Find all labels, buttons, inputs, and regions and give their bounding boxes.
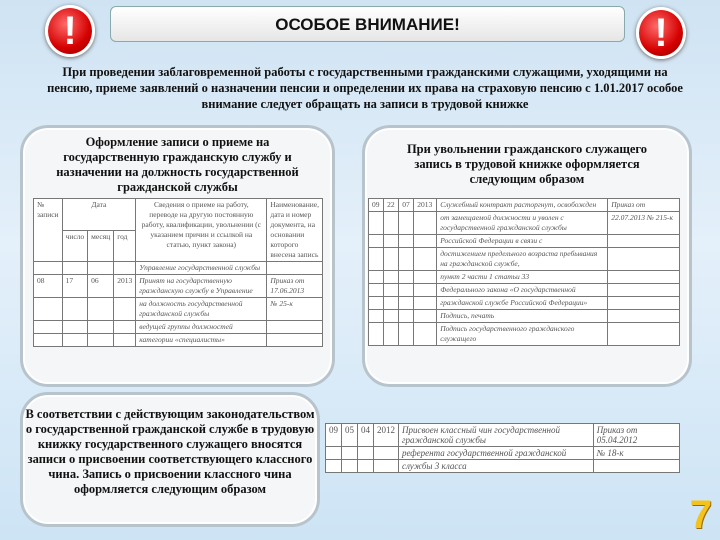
table-cell [62, 298, 88, 321]
table-cell: 07 [399, 199, 414, 212]
table-cell [62, 334, 88, 347]
table-cell [608, 323, 680, 346]
table-cell [414, 310, 437, 323]
table-cell: Подпись, печать [437, 310, 608, 323]
table-cell [326, 447, 342, 460]
table-cell [267, 262, 323, 275]
table-row [369, 310, 680, 323]
table-cell: № 25-к [267, 298, 323, 321]
table-cell [414, 248, 437, 271]
table-cell [369, 284, 384, 297]
table-cell [114, 321, 136, 334]
col-day: число [62, 230, 88, 262]
table-cell [414, 235, 437, 248]
table-cell [593, 460, 679, 473]
table-cell [384, 271, 399, 284]
table-cell [384, 323, 399, 346]
right-panel-heading: При увольнении гражданского служащего запись в трудовой книжке оформляется следующим образом [406, 142, 648, 186]
table-cell [62, 262, 88, 275]
table-cell [88, 321, 114, 334]
table-cell [369, 297, 384, 310]
table-cell: Федерального закона «О государственной [437, 284, 608, 297]
table-cell: Приказ от [608, 199, 680, 212]
col-month: месяц [88, 230, 114, 262]
table-cell: пункт 2 части 1 статьи 33 [437, 271, 608, 284]
table-row [369, 199, 680, 212]
table-cell: ведущей группы должностей [136, 321, 267, 334]
table-cell: Принят на государственную гражданскую службу в Управление [136, 275, 267, 298]
col-doc: Наименование, дата и номер документа, на основании которого внесена запись [267, 199, 323, 262]
intro-text: При проведении заблаговременной работы с государственными гражданскими служащими, уходящими на пенсию, приеме заявлений о назначении пенсии и определении их права на страховую пенсию с 1.01.2017 особое внимание следует обращать на записи в трудовой книжке [47, 65, 683, 111]
table-cell [608, 284, 680, 297]
table-row [369, 248, 680, 271]
table-cell [267, 321, 323, 334]
table-cell [358, 460, 374, 473]
page-number: 7 [689, 493, 712, 537]
table-cell [608, 271, 680, 284]
table-cell: 05 [342, 424, 358, 447]
table-cell [34, 334, 63, 347]
table-row [34, 321, 323, 334]
table-cell: на должность государственной гражданской службы [136, 298, 267, 321]
table-row [326, 447, 680, 460]
table-cell [369, 248, 384, 271]
table-cell: службы 3 класса [399, 460, 594, 473]
bottom-panel-text: В соответствии с действующим законодательством о государственной гражданской службе в трудовую книжку государственного служащего вносятся записи о присвоении соответствующего классного чина. Запись о присвоении классного чина оформляется следующим образом [25, 407, 315, 496]
table-row [34, 262, 323, 275]
table-cell [34, 298, 63, 321]
table-cell: 09 [326, 424, 342, 447]
table-cell [414, 271, 437, 284]
table-cell [384, 235, 399, 248]
table-cell [374, 447, 399, 460]
table-cell [414, 212, 437, 235]
table-cell [342, 460, 358, 473]
table-cell: 06 [88, 275, 114, 298]
table-row [326, 424, 680, 447]
col-date: Дата [62, 199, 136, 231]
table-cell [608, 248, 680, 271]
table-cell [399, 271, 414, 284]
table-cell [114, 262, 136, 275]
table-row [34, 334, 323, 347]
table-cell [399, 248, 414, 271]
table-cell [608, 297, 680, 310]
table-cell: 09 [369, 199, 384, 212]
table-row [369, 235, 680, 248]
table-cell: Управление государственной службы [136, 262, 267, 275]
table-row [369, 212, 680, 235]
table-cell: 08 [34, 275, 63, 298]
table-cell [34, 262, 63, 275]
table-row [34, 298, 323, 321]
table-cell [369, 271, 384, 284]
table-cell [34, 321, 63, 334]
table-cell: 04 [358, 424, 374, 447]
table-cell [384, 310, 399, 323]
col-num: № записи [34, 199, 63, 262]
table-cell [114, 298, 136, 321]
table-cell: Российской Федерации в связи с [437, 235, 608, 248]
table-cell: гражданской службе Российской Федерации» [437, 297, 608, 310]
table-cell [399, 323, 414, 346]
table-row [369, 297, 680, 310]
table-cell [384, 212, 399, 235]
page-title: ОСОБОЕ ВНИМАНИЕ! [110, 6, 625, 42]
table-cell: 22 [384, 199, 399, 212]
table-cell [384, 248, 399, 271]
table-cell [369, 310, 384, 323]
table-row [369, 271, 680, 284]
table-cell [608, 310, 680, 323]
table-cell: Служебный контракт расторгнут, освобожден [437, 199, 608, 212]
table-cell [399, 235, 414, 248]
table-cell [414, 297, 437, 310]
dismissal-record-table [368, 198, 680, 346]
table-cell: 2013 [414, 199, 437, 212]
table-cell [384, 284, 399, 297]
table-cell [414, 323, 437, 346]
class-rank-table [325, 423, 680, 473]
table-cell [374, 460, 399, 473]
table-cell [384, 297, 399, 310]
table-cell: достижением предельного возраста пребывания на гражданской службе, [437, 248, 608, 271]
table-cell [88, 298, 114, 321]
table-cell [399, 310, 414, 323]
table-cell: 22.07.2013 № 215-к [608, 212, 680, 235]
table-cell: Приказ от 17.06.2013 [267, 275, 323, 298]
table-cell [326, 460, 342, 473]
table-cell: 17 [62, 275, 88, 298]
table-cell [399, 297, 414, 310]
table-cell: референта государственной гражданской [399, 447, 594, 460]
table-cell [369, 323, 384, 346]
col-info: Сведения о приеме на работу, переводе на другую постоянную работу, квалификации, увольнении (с указанием причин и ссылкой на статью, пункт закона) [136, 199, 267, 262]
table-cell [399, 212, 414, 235]
table-cell [62, 321, 88, 334]
alert-icon: ! [636, 7, 686, 59]
table-cell [88, 262, 114, 275]
table-cell [342, 447, 358, 460]
alert-icon: ! [45, 5, 95, 57]
table-cell [369, 235, 384, 248]
table-cell [114, 334, 136, 347]
table-cell [414, 284, 437, 297]
table-row [326, 460, 680, 473]
table-cell: от замещаемой должности и уволен с государственной гражданской службы [437, 212, 608, 235]
table-cell: Приказ от 05.04.2012 [593, 424, 679, 447]
table-cell [267, 334, 323, 347]
bottom-panel [20, 392, 320, 527]
table-cell: № 18-к [593, 447, 679, 460]
table-cell [358, 447, 374, 460]
table-cell: 2013 [114, 275, 136, 298]
table-cell: категории «специалисты» [136, 334, 267, 347]
table-row [369, 323, 680, 346]
table-cell [608, 235, 680, 248]
col-year: год [114, 230, 136, 262]
table-cell: Подпись государственного гражданского служащего [437, 323, 608, 346]
left-panel-heading: Оформление записи о приеме на государственную гражданскую службу и назначении на должность государственной гражданской службы [56, 135, 299, 194]
table-cell [399, 284, 414, 297]
table-row [369, 284, 680, 297]
table-cell [369, 212, 384, 235]
table-cell: 2012 [374, 424, 399, 447]
table-row [34, 275, 323, 298]
table-cell [88, 334, 114, 347]
table-cell: Присвоен классный чин государственной гражданской службы [399, 424, 594, 447]
hiring-record-table [33, 198, 323, 347]
